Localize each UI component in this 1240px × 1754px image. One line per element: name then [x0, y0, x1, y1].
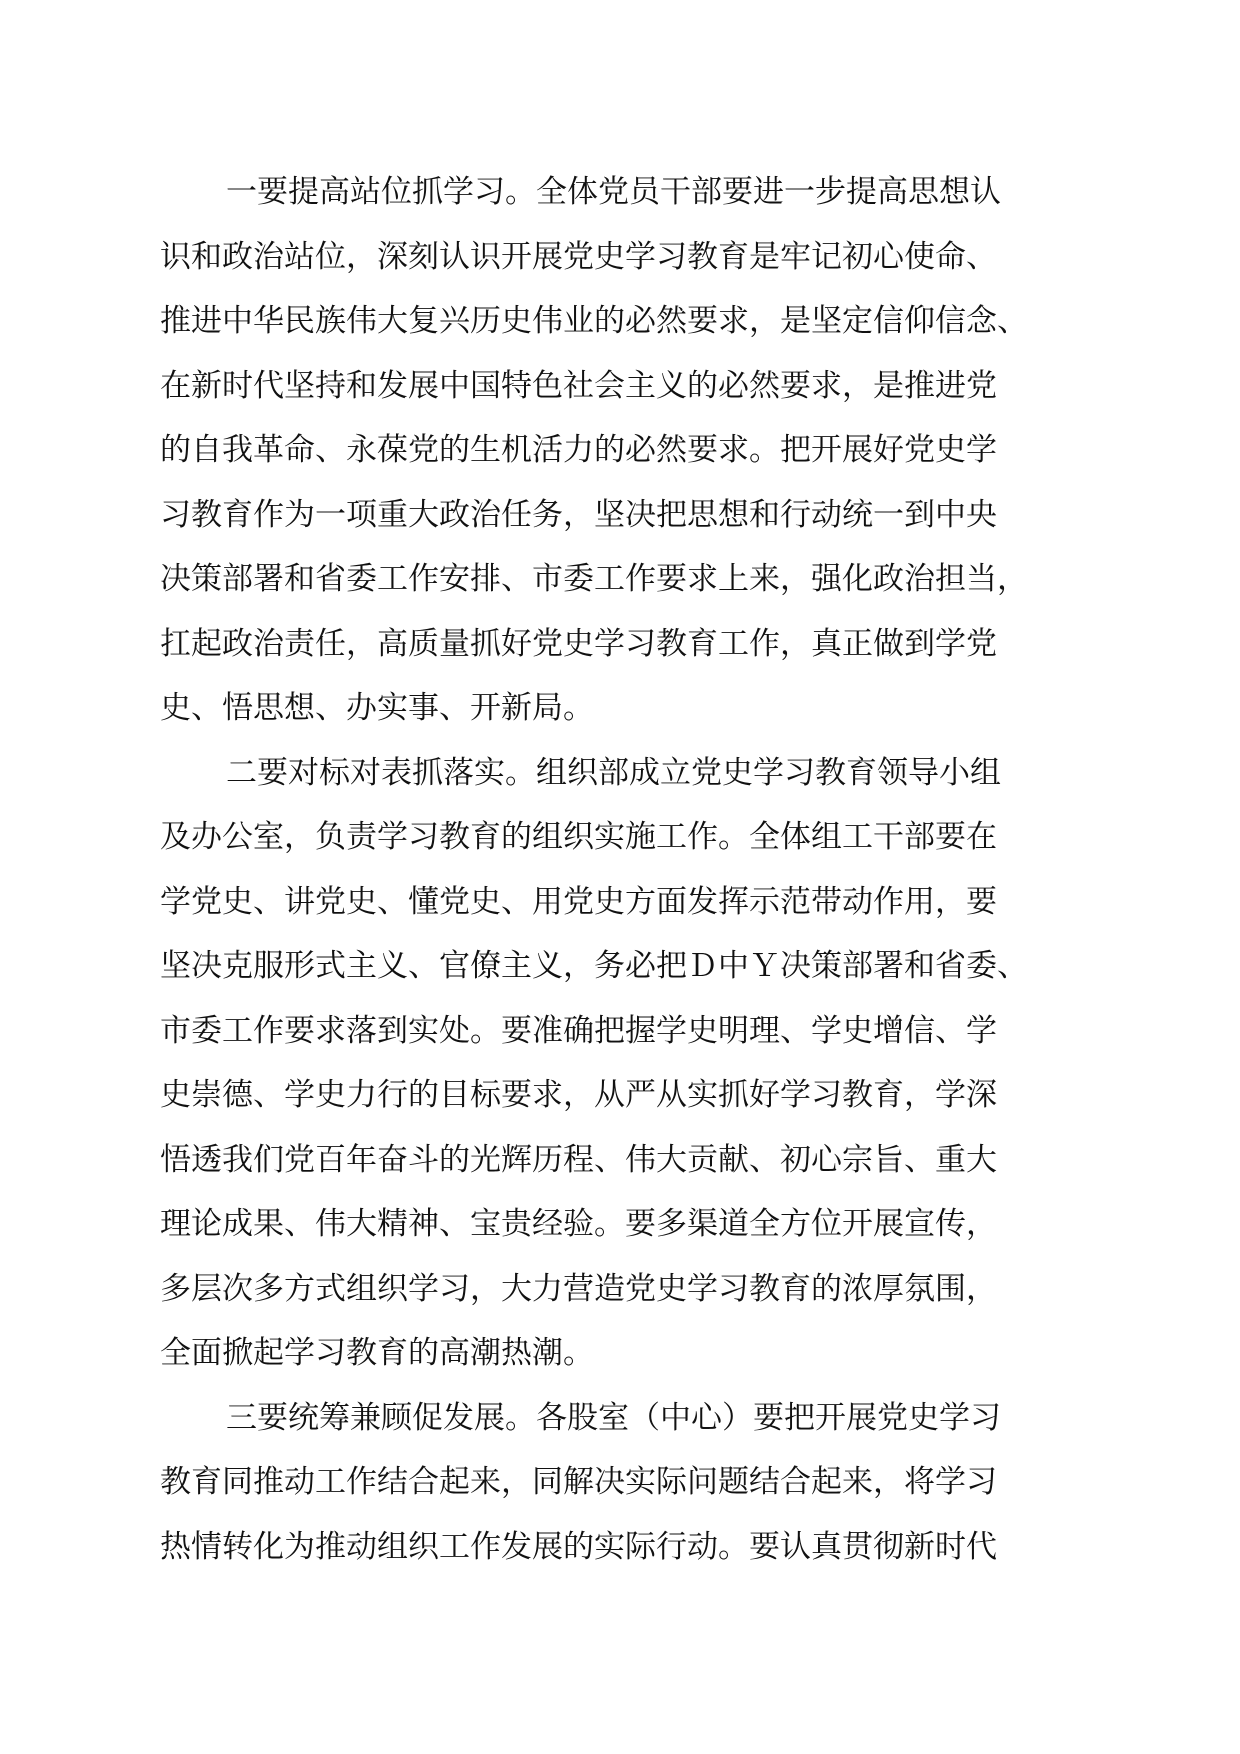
text-line: 教育同推动工作结合起来，同解决实际问题结合起来，将学习	[160, 1464, 997, 1500]
text-line: 学党史、讲党史、懂党史、用党史方面发挥示范带动作用，要	[160, 883, 997, 920]
text-line: 史崇德、学史力行的目标要求，从严从实抓好学习教育，学深	[160, 1077, 997, 1113]
text-line: 识和政治站位，深刻认识开展党史学习教育是牢记初心使命、	[160, 238, 997, 275]
text-line: 决策部署和省委工作安排、市委工作要求上来，强化政治担当，	[160, 561, 1028, 597]
text-line: 多层次多方式组织学习，大力营造党史学习教育的浓厚氛围，	[160, 1270, 997, 1307]
text-line: 二要对标对表抓落实。组织部成立党史学习教育领导小组	[226, 754, 1001, 791]
text-line: 全面掀起学习教育的高潮热潮。	[160, 1335, 594, 1371]
text-line: 理论成果、伟大精神、宝贵经验。要多渠道全方位开展宣传，	[160, 1206, 997, 1242]
paragraph-1	[160, 160, 1120, 741]
text-line: 及办公室，负责学习教育的组织实施工作。全体组工干部要在	[160, 819, 997, 855]
text-line: 推进中华民族伟大复兴历史伟业的必然要求，是坚定信仰信念、	[160, 303, 1028, 339]
paragraph-2	[160, 741, 1120, 1386]
text-line: 习教育作为一项重大政治任务，坚决把思想和行动统一到中央	[160, 496, 997, 533]
text-line: 坚决克服形式主义、官僚主义，务必把Ｄ中Ｙ决策部署和省委、	[160, 948, 1028, 984]
document-page	[160, 160, 1120, 1579]
text-line: 市委工作要求落到实处。要准确把握学史明理、学史增信、学	[160, 1012, 997, 1049]
text-line: 扛起政治责任，高质量抓好党史学习教育工作，真正做到学党	[160, 625, 997, 662]
text-line: 在新时代坚持和发展中国特色社会主义的必然要求，是推进党	[160, 367, 997, 404]
text-line: 热情转化为推动组织工作发展的实际行动。要认真贯彻新时代	[160, 1528, 997, 1565]
text-line: 史、悟思想、办实事、开新局。	[160, 690, 594, 726]
text-line: 的自我革命、永葆党的生机活力的必然要求。把开展好党史学	[160, 432, 997, 468]
paragraph-3	[160, 1386, 1120, 1580]
text-line: 一要提高站位抓学习。全体党员干部要进一步提高思想认	[226, 174, 1001, 210]
text-line: 悟透我们党百年奋斗的光辉历程、伟大贡献、初心宗旨、重大	[160, 1141, 997, 1178]
text-line: 三要统筹兼顾促发展。各股室（中心）要把开展党史学习	[226, 1399, 1001, 1436]
